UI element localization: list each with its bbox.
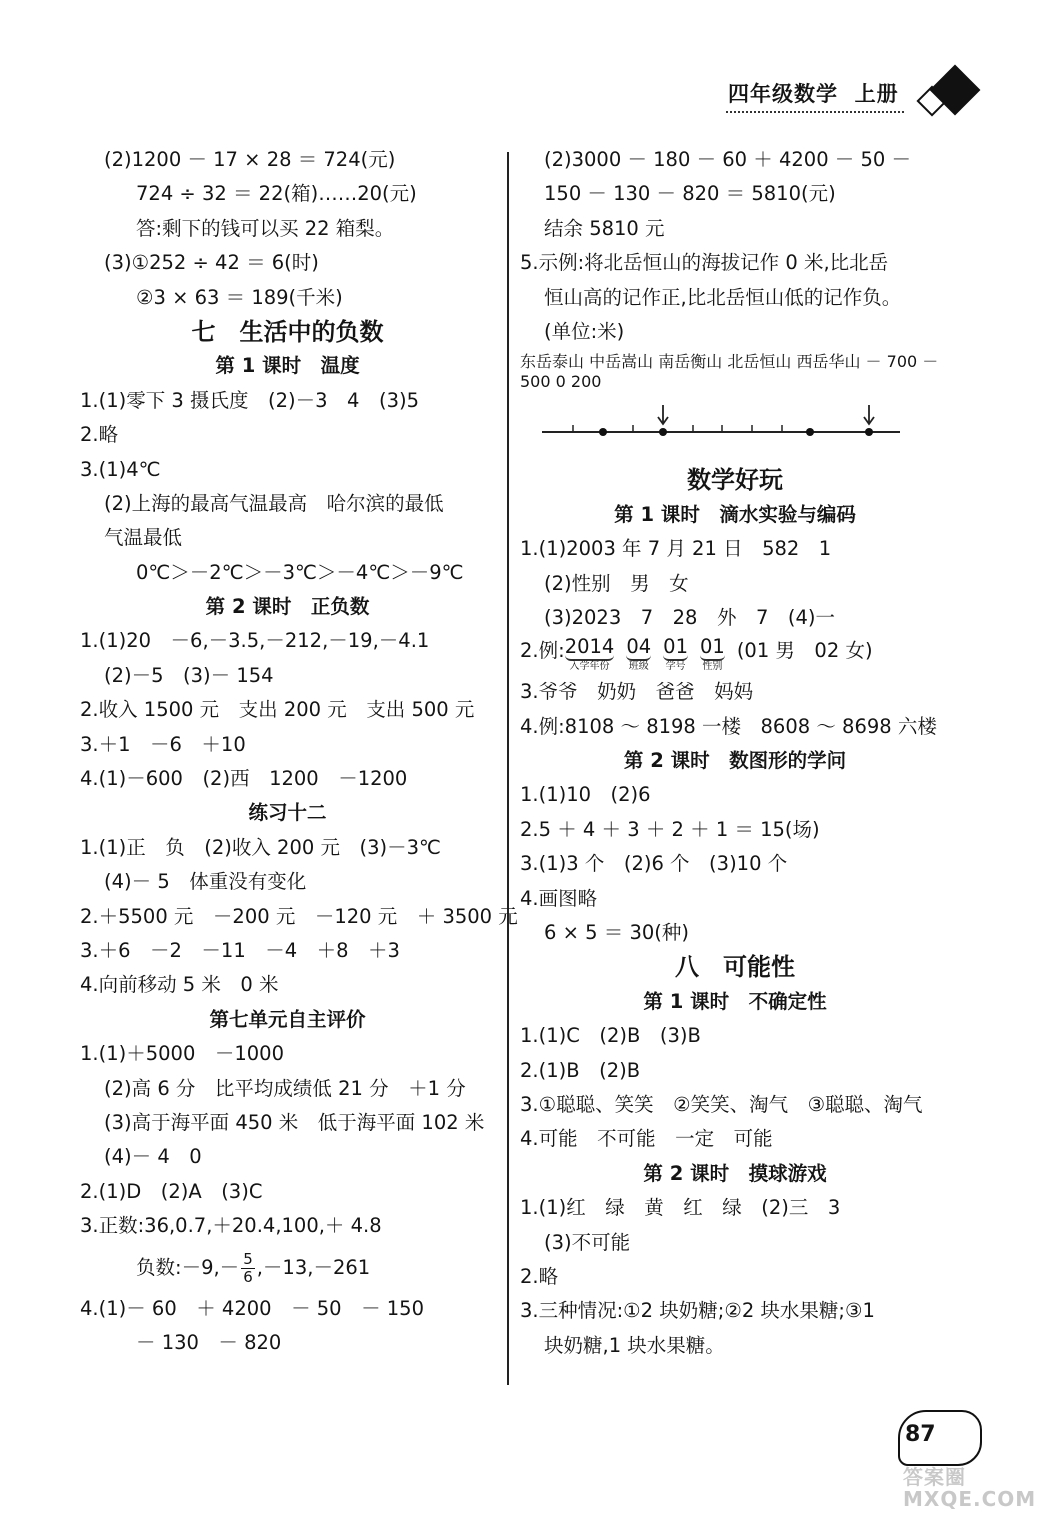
lesson-title: 第 1 课时 温度 [215, 354, 360, 378]
answer-line: 6 × 5 ＝ 30(种) [544, 921, 689, 945]
answer-line: 答:剩下的钱可以买 22 箱梨。 [136, 216, 395, 240]
answer-line: 1.(1)红 绿 黄 红 绿 (2)三 3 [520, 1196, 841, 1220]
answer-line: 2.(1)B (2)B [520, 1058, 641, 1082]
lesson-title: 第 2 课时 数图形的学问 [623, 749, 847, 773]
answer-line: 4.向前移动 5 米 0 米 [80, 973, 279, 997]
code-example-line [520, 635, 950, 675]
lesson-title: 第七单元自主评价 [209, 1007, 366, 1031]
answer-line: － 130 － 820 [136, 1330, 282, 1354]
code-digits: 01 [700, 635, 725, 661]
answer-line: 3.＋1 －6 ＋10 [80, 732, 246, 756]
code-prefix: 2.例: [520, 639, 565, 663]
answer-line: 1.(1)C (2)B (3)B [520, 1024, 701, 1048]
answer-line: 4.例:8108 ～ 8198 一楼 8608 ～ 8698 六楼 [520, 714, 937, 738]
answer-line: 2.5 ＋ 4 ＋ 3 ＋ 2 ＋ 1 ＝ 15(场) [520, 817, 820, 841]
lesson-title: 练习十二 [248, 801, 327, 825]
section-title: 八 可能性 [675, 953, 795, 982]
answer-line: 4.画图略 [520, 886, 598, 910]
point-zhongyue [659, 428, 667, 436]
code-suffix: (01 男 02 女) [736, 639, 873, 663]
lesson-title: 第 1 课时 不确定性 [643, 989, 827, 1013]
answer-line: (3)2023 7 28 外 7 (4)一 [544, 605, 835, 629]
answer-line: 2.(1)D (2)A (3)C [80, 1179, 263, 1203]
book-header-title: 四年级数学 上册 [728, 82, 899, 106]
answer-line: (3)不可能 [544, 1230, 631, 1254]
fraction-denominator: 6 [243, 1267, 253, 1286]
label-zhongyue: 中岳嵩山 [589, 352, 654, 372]
answer-line: 4.(1)－600 (2)西 1200 －1200 [80, 767, 408, 791]
answer-line: (4)－ 5 体重没有变化 [104, 870, 307, 894]
negatives-suffix: ,－13,－261 [256, 1255, 371, 1279]
answer-line: 3.正数:36,0.7,＋20.4,100,＋ 4.8 [80, 1214, 382, 1238]
answer-line: 恒山高的记作正,比北岳恒山低的记作负。 [544, 285, 902, 309]
answer-line: 3.爷爷 奶奶 爸爸 妈妈 [520, 680, 754, 704]
answer-line: 4.(1)－ 60 ＋ 4200 － 50 － 150 [80, 1296, 424, 1320]
answer-line: (3)①252 ÷ 42 ＝ 6(时) [104, 251, 319, 275]
number-line-figure [520, 349, 950, 463]
code-digits: 04 [626, 635, 651, 661]
answer-line: (2)上海的最高气温最高 哈尔滨的最低 [104, 491, 444, 515]
lesson-title: 第 2 课时 正负数 [205, 595, 370, 619]
code-caption: 班级 [628, 661, 649, 673]
answer-line: 724 ÷ 32 ＝ 22(箱)……20(元) [136, 182, 417, 206]
answer-line: (4)－ 4 0 [104, 1145, 202, 1169]
answer-line: 2.收入 1500 元 支出 200 元 支出 500 元 [80, 698, 475, 722]
negative-numbers-line [80, 1244, 495, 1292]
answer-line: (2)性别 男 女 [544, 571, 689, 595]
lesson-title: 第 1 课时 滴水实验与编码 [614, 502, 856, 526]
code-group [565, 635, 615, 673]
answer-line: 1.(1)10 (2)6 [520, 783, 651, 807]
number-line-svg [520, 349, 950, 463]
value-a: － 700 [865, 352, 918, 372]
answer-line: 2.略 [520, 1264, 559, 1288]
answer-line: 2.＋5500 元 －200 元 －120 元 ＋ 3500 元 [80, 904, 518, 928]
answer-line: 0℃＞－2℃＞－3℃＞－4℃＞－9℃ [136, 560, 464, 584]
answer-line: 气温最低 [104, 526, 183, 550]
answer-line: 3.①聪聪、笑笑 ②笑笑、淘气 ③聪聪、淘气 [520, 1092, 923, 1116]
negatives-prefix: 负数:－9,－ [136, 1255, 240, 1279]
answer-line: 3.(1)4℃ [80, 457, 161, 481]
value-b: － 500 [520, 352, 939, 392]
answer-line: 1.(1)零下 3 摄氏度 (2)－3 4 (3)5 [80, 388, 419, 412]
answer-line: (3)高于海平面 450 米 低于海平面 102 米 [104, 1110, 485, 1134]
answer-line: 3.(1)3 个 (2)6 个 (3)10 个 [520, 852, 788, 876]
code-digits: 01 [663, 635, 688, 661]
label-nanyue: 南岳衡山 [658, 352, 723, 372]
point-xiyue [865, 428, 873, 436]
section-title: 七 生活中的负数 [191, 317, 384, 346]
answer-line: (2)1200 － 17 × 28 ＝ 724(元) [104, 148, 396, 171]
value-d: 200 [570, 372, 602, 392]
answer-line: (2)高 6 分 比平均成绩低 21 分 ＋1 分 [104, 1076, 466, 1100]
answer-line: 1.(1)2003 年 7 月 21 日 582 1 [520, 537, 832, 561]
watermark-text: 答案圈 MXQE.COM [903, 1465, 1037, 1511]
fraction-numerator: 5 [243, 1249, 253, 1268]
answer-line: 150 － 130 － 820 ＝ 5810(元) [544, 182, 836, 206]
code-group [663, 635, 688, 673]
code-group [626, 635, 651, 673]
point-beiyue [806, 428, 814, 436]
value-c: 0 [555, 372, 566, 392]
label-xiyue: 西岳华山 [796, 352, 861, 372]
answer-line: 结余 5810 元 [544, 216, 665, 240]
watermark [903, 1466, 1036, 1510]
column-divider [507, 152, 509, 1385]
answer-line: 1.(1)20 －6,－3.5,－212,－19,－4.1 [80, 629, 430, 653]
label-dongyue: 东岳泰山 [520, 352, 585, 372]
right-column [520, 143, 950, 1363]
lesson-title: 第 2 课时 摸球游戏 [643, 1161, 827, 1185]
answer-line: (2)－5 (3)－ 154 [104, 663, 274, 687]
point-nanyue [599, 428, 607, 436]
answer-line: 1.(1)正 负 (2)收入 200 元 (3)－3℃ [80, 835, 441, 859]
answer-line: 4.可能 不可能 一定 可能 [520, 1127, 773, 1151]
label-beiyue: 北岳恒山 [727, 352, 792, 372]
code-group [700, 635, 725, 673]
section-title: 数学好玩 [687, 466, 783, 495]
answer-line: 2.略 [80, 423, 119, 447]
answer-line: 块奶糖,1 块水果糖。 [544, 1333, 725, 1357]
answer-line: (2)3000 － 180 － 60 ＋ 4200 － 50 － [544, 148, 912, 171]
answer-line: 3.三种情况:①2 块奶糖;②2 块水果糖;③1 [520, 1299, 875, 1323]
answer-line: 3.＋6 －2 －11 －4 ＋8 ＋3 [80, 938, 400, 962]
answer-line: 5.示例:将北岳恒山的海拔记作 0 米,比北岳 [520, 251, 889, 275]
code-caption: 性别 [702, 661, 723, 673]
left-column [80, 143, 518, 1360]
page-number: 87 [905, 1422, 936, 1447]
code-digits: 2014 [565, 635, 615, 661]
header-dotted-rule [726, 111, 904, 113]
code-caption: 学号 [665, 661, 686, 673]
code-caption: 入学年份 [569, 661, 610, 673]
answer-line: 1.(1)＋5000 －1000 [80, 1042, 284, 1066]
fraction [241, 1251, 255, 1286]
answer-line: ②3 × 63 ＝ 189(千米) [136, 285, 343, 309]
answer-line: (单位:米) [544, 319, 625, 343]
